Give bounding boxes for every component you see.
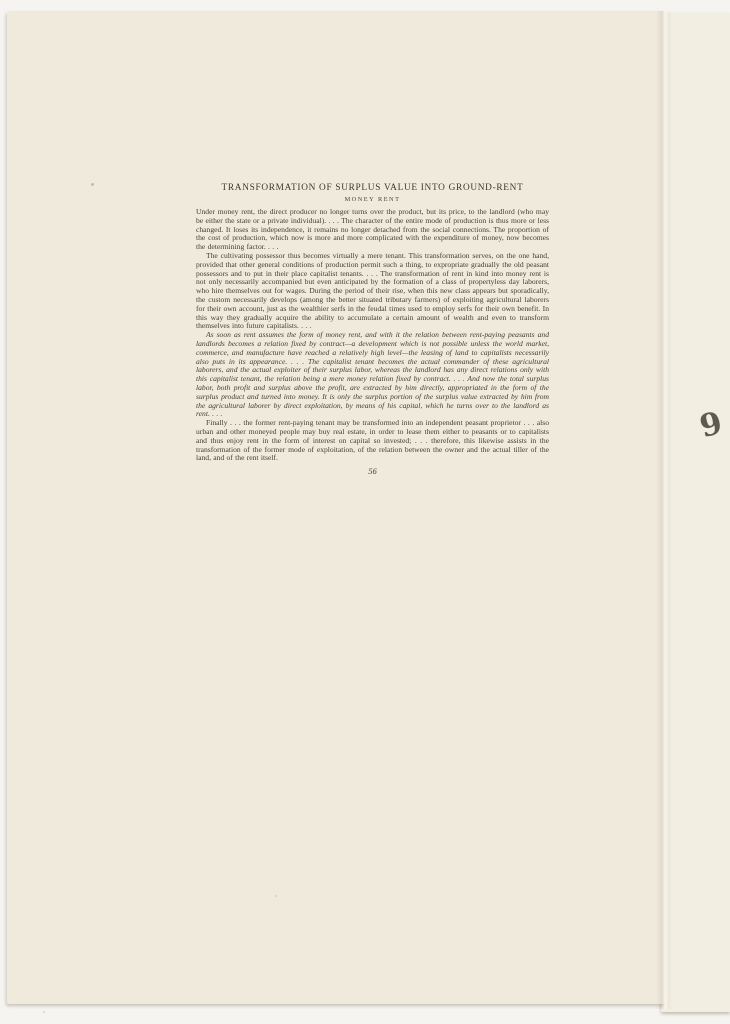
book-page bbox=[7, 11, 665, 1004]
stamp-numeral: 9 bbox=[696, 404, 726, 446]
paper-speck bbox=[91, 183, 94, 186]
paper-speck bbox=[43, 1011, 45, 1013]
body-copy bbox=[196, 208, 549, 463]
paragraph-4: Finally . . . the former rent-paying tenant may be transformed into an independent peasant proprietor . . . also urban and other moneyed people may buy real estate, in order to lease them either to peasants or to capitalists and thus enjoy rent in the form of interest on capital so invested; . . . therefore, this likewise assists in the transformation of the former mode of exploitation, of the relation between the owner and the actual tiller of the land, and of the rent itself. bbox=[196, 418, 549, 463]
paragraph-3: As soon as rent assumes the form of money rent, and with it the relation between rent-paying peasants and landlords becomes a relation fixed by contract—a development which is not possible unless the world market, commerce, and manufacture have reached a relatively high level—the leasing of land to capitalists necessarily also puts in its appearance. . . . The capitalist tenant becomes the actual commander of these agricultural laborers, and the actual exploiter of their surplus labor, whereas the landlord has any direct relations only with this capitalist tenant, the relation being a mere money relation fixed by contract. . . . And now the total surplus labor, both profit and surplus above the profit, are extracted by him directly, appropriated in the form of the surplus product and turned into money. It is only the surplus portion of the surplus value extracted by him from the agricultural laborer by direct exploitation, by means of his capital, which he turns over to the landlord as rent. . . . bbox=[196, 330, 549, 419]
paragraph-1: Under money rent, the direct producer no longer turns over the product, but its price, to the landlord (who may be either the state or a private individual). . . . The character of the entire mode of production is thus more or less changed. It loses its independence, it remains no longer detached from the social connections. The proportion of the cost of production, which now is more and more complicated with the expenditure of money, now becomes the determining factor. . . . bbox=[196, 207, 549, 252]
text-block bbox=[196, 183, 549, 476]
page-subtitle: MONEY RENT bbox=[344, 196, 401, 203]
page-number: 56 bbox=[368, 466, 377, 477]
page-title: TRANSFORMATION OF SURPLUS VALUE INTO GROUND-RENT bbox=[221, 183, 524, 193]
paragraph-2: The cultivating possessor thus becomes virtually a mere tenant. This transformation serves, on the one hand, provided that other general conditions of production permit such a thing, to expropriate gradually the old peasant possessors and to put in their place capitalist tenants. . . . The transformation of rent in kind into money rent is not only necessarily accompanied but even anticipated by the formation of a class of propertyless day laborers, who hire themselves out for wages. During the period of their rise, when this new class appears but sporadically, the custom necessarily develops (among the better situated tributary farmers) of exploiting agricultural laborers for their own account, just as the wealthier serfs in the feudal times used to employ serfs for their own benefit. In this way they gradually acquire the ability to accumulate a certain amount of wealth and even to transform themselves into future capitalists. . . . bbox=[196, 250, 549, 331]
adjacent-page-edge bbox=[661, 13, 730, 1012]
paper-speck bbox=[275, 895, 277, 897]
